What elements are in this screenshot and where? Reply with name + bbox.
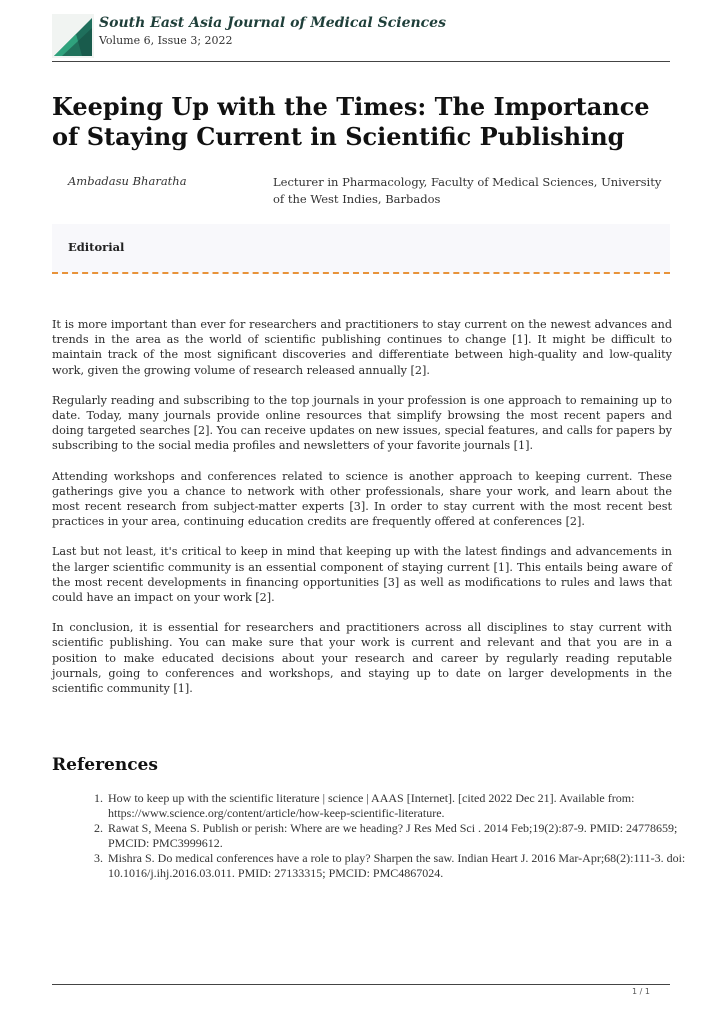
author-affiliation: Lecturer in Pharmacology, Faculty of Medical Sciences, University of the West Indies, Barbados bbox=[273, 175, 662, 206]
body-paragraph: Regularly reading and subscribing to the top journals in your profession is one approach to remaining up to date. Today, many journals provide online resources that simplify browsing the most recent papers and doing targeted searches [2]. You can receive updates on new issues, special features, and calls for papers by subscribing to the social media profiles and newsletters of your favorite journals [1]. bbox=[52, 393, 672, 453]
body-paragraph: In conclusion, it is essential for researchers and practitioners across all disciplines to stay current with scientific publishing. You can make sure that your work is current and relevant and that you are in a position to make educated decisions about your research and career by regularly reading reputable journals, going to conferences and workshops, and staying up to date on larger developments in the scientific community [1]. bbox=[52, 621, 672, 696]
body-paragraph: Last but not least, it's critical to keep in mind that keeping up with the latest findings and advancements in the larger scientific community is an essential component of staying current [1]. This entails being aware of the most recent developments in financing opportunities [3] as well as modifications to rules and laws that could have an impact on your work [2]. bbox=[52, 545, 672, 605]
article-type-label: Editorial bbox=[68, 240, 125, 254]
journal-logo-icon bbox=[52, 14, 94, 58]
references-list bbox=[86, 791, 690, 881]
footer-divider bbox=[52, 984, 670, 985]
page-number: 1 / 1 bbox=[632, 987, 650, 996]
journal-header bbox=[52, 14, 670, 60]
article-type-banner bbox=[52, 224, 670, 274]
reference-item: 1. How to keep up with the scientific literature | science | AAAS [Internet]. [cited 2022 Dec 21]. Available from: https://www.science.org/content/article/how-keep-scientific-literature. bbox=[106, 791, 690, 821]
reference-item: 2. Rawat S, Meena S. Publish or perish: Where are we heading? J Res Med Sci . 2014 Feb;19(2):87-9. PMID: 24778659; PMCID: PMC3999612. bbox=[106, 821, 690, 851]
author-name: Ambadasu Bharatha bbox=[68, 174, 187, 188]
article-title: Keeping Up with the Times: The Importance of Staying Current in Scientific Publishing bbox=[52, 92, 650, 151]
reference-item: 3. Mishra S. Do medical conferences have a role to play? Sharpen the saw. Indian Heart J. 2016 Mar-Apr;68(2):111-3. doi: 10.1016/j.ihj.2016.03.011. PMID: 27133315; PMCID: PMC4867024. bbox=[106, 851, 690, 881]
header-divider bbox=[52, 61, 670, 62]
journal-name: South East Asia Journal of Medical Sciences bbox=[99, 15, 446, 31]
journal-volume-issue: Volume 6, Issue 3; 2022 bbox=[99, 34, 233, 47]
references-heading: References bbox=[52, 755, 158, 775]
article-body bbox=[52, 317, 672, 711]
body-paragraph: Attending workshops and conferences related to science is another approach to keeping current. These gatherings give you a chance to network with other professionals, share your work, and learn about the most recent research from subject-matter experts [3]. In order to stay current with the most recent best practices in your area, continuing education credits are frequently offered at conferences [2]. bbox=[52, 469, 672, 529]
body-paragraph: It is more important than ever for researchers and practitioners to stay current on the newest advances and trends in the area as the world of scientific publishing continues to change [1]. It might be difficult to maintain track of the most significant discoveries and differentiate between high-quality and low-quality work, given the growing volume of research released annually [2]. bbox=[52, 318, 672, 377]
